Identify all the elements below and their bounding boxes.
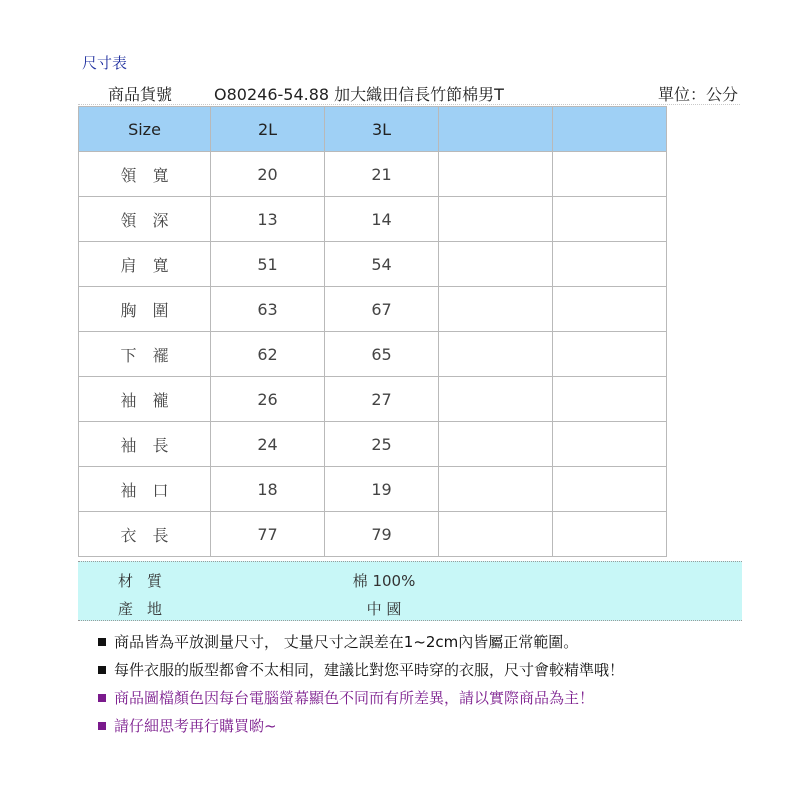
cell-value: 54 [325,242,439,287]
header-cell-3l: 3L [325,107,439,152]
table-row [79,377,667,422]
cell-value [553,467,667,512]
cell-value [439,197,553,242]
notes-list [98,628,624,740]
square-bullet-icon [98,722,106,730]
cell-value: 14 [325,197,439,242]
square-bullet-icon [98,694,106,702]
page-title: 尺寸表 [82,54,128,72]
cell-value [553,377,667,422]
header-cell-empty [553,107,667,152]
table-row [79,242,667,287]
row-label: 領寬 [79,152,211,197]
table-row [79,152,667,197]
material-label: 材質 [118,572,177,590]
cell-value [553,242,667,287]
cell-value [439,332,553,377]
cell-value: 65 [325,332,439,377]
square-bullet-icon [98,666,106,674]
table-row [79,332,667,377]
cell-value: 51 [211,242,325,287]
table-row [79,512,667,557]
cell-value: 62 [211,332,325,377]
note-text: 每件衣服的版型都會不太相同，建議比對您平時穿的衣服，尺寸會較精準哦！ [114,661,625,679]
cell-value: 13 [211,197,325,242]
product-info-line [78,80,740,105]
cell-value: 20 [211,152,325,197]
row-label: 衣長 [79,512,211,557]
cell-value [439,377,553,422]
cell-value [439,242,553,287]
cell-value: 18 [211,467,325,512]
table-row [79,287,667,332]
origin-row [78,592,742,620]
cell-value: 21 [325,152,439,197]
cell-value [553,197,667,242]
cell-value: 26 [211,377,325,422]
origin-value: 中 國 [366,600,402,618]
note-item [98,684,624,712]
cell-value [553,422,667,467]
material-row [78,564,742,592]
header-cell-2l: 2L [211,107,325,152]
cell-value [439,287,553,332]
cell-value: 77 [211,512,325,557]
note-item [98,628,624,656]
row-label: 胸圍 [79,287,211,332]
cell-value: 79 [325,512,439,557]
row-label: 袖襱 [79,377,211,422]
header-cell-size: Size [79,107,211,152]
cell-value [439,467,553,512]
table-row [79,422,667,467]
size-table [78,106,667,557]
row-label: 下襬 [79,332,211,377]
header-cell-empty [439,107,553,152]
row-label: 領深 [79,197,211,242]
size-header-row [79,107,667,152]
square-bullet-icon [98,638,106,646]
cell-value [439,152,553,197]
cell-value: 27 [325,377,439,422]
cell-value [553,512,667,557]
cell-value [553,332,667,377]
note-text: 商品圖檔顏色因每台電腦螢幕顯色不同而有所差異，請以實際商品為主！ [114,689,595,707]
cell-value [439,512,553,557]
note-text: 請仔細思考再行購買喲~ [114,717,277,735]
material-origin-box [78,561,742,621]
row-label: 袖口 [79,467,211,512]
note-text: 商品皆為平放測量尺寸， 丈量尺寸之誤差在1~2cm內皆屬正常範圍。 [114,633,579,651]
cell-value [439,422,553,467]
material-value: 棉 100% [352,572,416,590]
row-label: 肩寬 [79,242,211,287]
cell-value [553,152,667,197]
cell-value [553,287,667,332]
table-row [79,197,667,242]
product-code: O80246-54.88 加大織田信長竹節棉男T [214,85,504,104]
note-item [98,656,624,684]
cell-value: 25 [325,422,439,467]
row-label: 袖長 [79,422,211,467]
cell-value: 19 [325,467,439,512]
note-item [98,712,624,740]
origin-label: 產地 [118,600,177,618]
unit-label: 單位：公分 [657,85,738,104]
cell-value: 24 [211,422,325,467]
product-code-label: 商品貨號 [108,85,173,104]
table-row [79,467,667,512]
cell-value: 67 [325,287,439,332]
cell-value: 63 [211,287,325,332]
